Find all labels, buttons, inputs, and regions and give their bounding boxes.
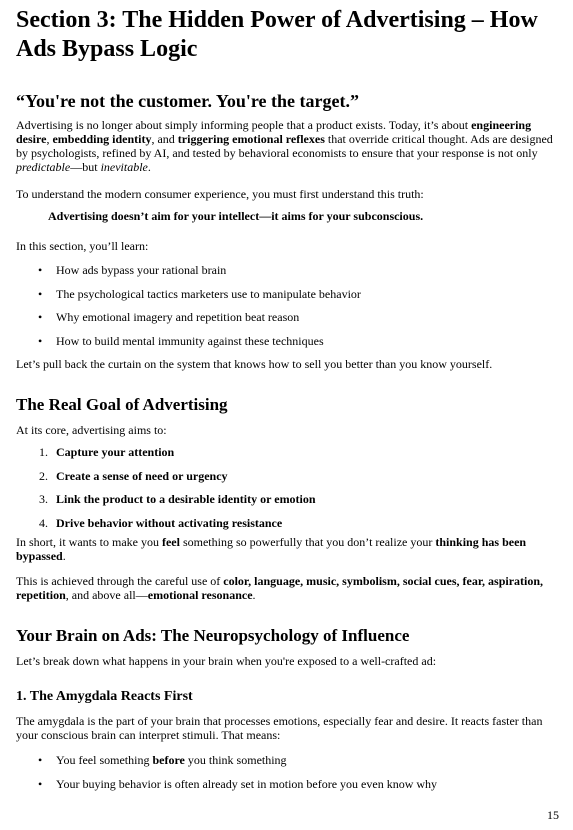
amygdala-heading: 1. The Amygdala Reacts First [16, 689, 193, 704]
list-item: 3. Link the product to a desirable identity or emotion [39, 492, 316, 506]
list-item: • Why emotional imagery and repetition beat reason [38, 310, 300, 324]
truth-callout: Advertising doesn’t aim for your intellect—it aims for your subconscious. [48, 209, 424, 223]
goal-lead: At its core, advertising aims to: [16, 423, 167, 437]
list-item: 1. Capture your attention [39, 445, 175, 459]
bullet-icon: • [38, 263, 43, 277]
page-number: 15 [547, 808, 559, 822]
section-title: Section 3: The Hidden Power of Advertising – How Ads Bypass Logic [16, 7, 538, 62]
list-item: • You feel something before you think something [38, 753, 287, 767]
bullet-icon: • [38, 776, 43, 791]
learn-lead: In this section, you’ll learn: [16, 239, 149, 253]
truth-lead: To understand the modern consumer experience, you must first understand this truth: [16, 187, 424, 201]
pull-quote: “You're not the customer. You're the target.” [16, 91, 359, 111]
intro-paragraph: Advertising is no longer about simply informing people that a product exists. Today, it’s about engineering desire, embedding identity, and triggering emotional reflexes that override critical thought. Ads are designed by psychologists, refined by AI, and tested by behavioral economists to ensure that your response is not only predictable—but inevitable. [16, 118, 553, 174]
learn-list [34, 263, 361, 357]
goal-heading: The Real Goal of Advertising [16, 395, 228, 414]
list-item: • The psychological tactics marketers use to manipulate behavior [38, 286, 361, 301]
bullet-icon: • [38, 333, 43, 348]
brain-heading: Your Brain on Ads: The Neuropsychology of Influence [16, 626, 410, 645]
bullet-icon: • [38, 286, 43, 301]
list-item: • How ads bypass your rational brain [38, 263, 227, 277]
amygdala-paragraph: The amygdala is the part of your brain that processes emotions, especially fear and desire. It reacts faster than your conscious brain can interpret stimuli. That means: [16, 714, 543, 742]
bullet-icon: • [38, 310, 43, 324]
list-item: • How to build mental immunity against these techniques [38, 333, 324, 348]
list-item: 4. Drive behavior without activating resistance [39, 515, 283, 530]
amygdala-list [34, 753, 437, 800]
goal-list [34, 445, 316, 539]
bullet-icon: • [38, 753, 43, 767]
short-paragraph: In short, it wants to make you feel something so powerfully that you don’t realize your thinking has been bypassed. [16, 535, 527, 563]
achieved-paragraph: This is achieved through the careful use of color, language, music, symbolism, social cues, fear, aspiration, repetition, and above all—emotional resonance. [16, 574, 544, 602]
list-item: • Your buying behavior is often already set in motion before you even know why [38, 776, 438, 791]
brain-lead: Let’s break down what happens in your brain when you're exposed to a well-crafted ad: [16, 654, 437, 668]
list-item: 2. Create a sense of need or urgency [39, 468, 228, 483]
curtain-paragraph: Let’s pull back the curtain on the system that knows how to sell you better than you know yourself. [16, 357, 493, 371]
